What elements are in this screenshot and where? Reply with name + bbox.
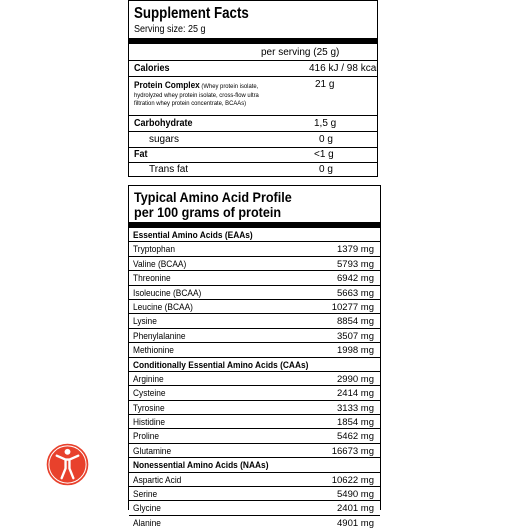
protein-complex-value: 21 g xyxy=(315,79,335,90)
amino-acid-name: Threonine xyxy=(133,273,171,285)
amino-acid-title xyxy=(134,190,292,220)
amino-acid-name: Tryptophan xyxy=(133,244,175,256)
amino-title-line1: Typical Amino Acid Profile xyxy=(134,189,292,205)
amino-acid-value: 3133 mg xyxy=(337,402,374,414)
amino-title-line2: per 100 grams of protein xyxy=(134,204,282,221)
amino-acid-name: Aspartic Acid xyxy=(133,474,182,486)
per-serving-header: per serving (25 g) xyxy=(261,47,340,58)
amino-acid-name: Arginine xyxy=(133,373,164,385)
amino-acid-value: 1854 mg xyxy=(337,417,374,429)
amino-acid-row xyxy=(129,314,380,328)
amino-acid-value: 1379 mg xyxy=(337,244,374,256)
amino-acid-row xyxy=(129,286,380,300)
amino-acid-name: Serine xyxy=(133,489,158,501)
amino-acid-value: 5793 mg xyxy=(337,258,374,270)
amino-acid-row xyxy=(129,401,380,415)
amino-acid-name: Methionine xyxy=(133,345,174,357)
protein-complex-note: (Whey protein isolate, hydrolyzed whey protein isolate, cross-flow ultra filtration whey protein concentrate, BCAAs) xyxy=(134,83,259,107)
amino-acid-name: Conditionally Essential Amino Acids (CAAs) xyxy=(133,359,309,371)
amino-section-header xyxy=(129,228,380,242)
divider xyxy=(129,162,377,163)
amino-acid-value: 5490 mg xyxy=(337,489,374,501)
amino-section-header xyxy=(129,458,380,472)
amino-acid-row xyxy=(129,257,380,271)
fat-value: <1 g xyxy=(314,149,334,160)
amino-acid-name: Leucine (BCAA) xyxy=(133,301,193,313)
amino-acid-row xyxy=(129,329,380,343)
amino-acid-row xyxy=(129,386,380,400)
fat-label: Fat xyxy=(134,149,148,160)
amino-acid-value: 5462 mg xyxy=(337,431,374,443)
amino-acid-row xyxy=(129,473,380,487)
divider xyxy=(129,147,377,148)
amino-acid-value: 3507 mg xyxy=(337,330,374,342)
amino-acid-row xyxy=(129,300,380,314)
amino-acid-name: Tyrosine xyxy=(133,402,165,414)
fitness-person-icon xyxy=(44,441,91,488)
protein-complex-label: Protein Complex xyxy=(134,80,200,90)
carbohydrate-label: Carbohydrate xyxy=(134,118,193,129)
amino-acid-row xyxy=(129,372,380,386)
amino-acid-row xyxy=(129,487,380,501)
divider xyxy=(129,76,377,77)
serving-size: Serving size: 25 g xyxy=(134,24,206,35)
amino-acid-name: Cysteine xyxy=(133,388,166,400)
amino-acid-name: Glutamine xyxy=(133,445,172,457)
sugars-value: 0 g xyxy=(319,134,333,145)
calories-label: Calories xyxy=(134,63,170,74)
amino-acid-name: Nonessential Amino Acids (NAAs) xyxy=(133,460,269,472)
divider xyxy=(129,60,377,61)
amino-acid-value: 10622 mg xyxy=(331,474,374,486)
amino-acid-value: 2990 mg xyxy=(337,373,374,385)
amino-acid-value: 2414 mg xyxy=(337,388,374,400)
amino-section-header xyxy=(129,358,380,372)
amino-acid-row xyxy=(129,501,380,515)
amino-acid-value: 4901 mg xyxy=(337,517,374,529)
carbohydrate-value: 1,5 g xyxy=(314,118,337,129)
amino-acid-name: Isoleucine (BCAA) xyxy=(133,287,202,299)
trans-fat-label: Trans fat xyxy=(149,164,189,175)
amino-acid-name: Histidine xyxy=(133,417,166,429)
amino-acid-value: 6942 mg xyxy=(337,273,374,285)
amino-acid-row xyxy=(129,242,380,256)
amino-acid-table xyxy=(129,228,380,530)
amino-acid-row xyxy=(129,271,380,285)
amino-acid-panel xyxy=(128,185,381,529)
protein-complex-row xyxy=(134,80,272,108)
amino-acid-value: 1998 mg xyxy=(337,345,374,357)
amino-acid-name: Lysine xyxy=(133,316,157,328)
amino-acid-name: Glycine xyxy=(133,503,161,515)
divider xyxy=(129,131,377,132)
amino-acid-value: 16673 mg xyxy=(331,445,374,457)
divider xyxy=(129,38,377,44)
amino-acid-name: Phenylalanine xyxy=(133,330,186,342)
amino-acid-name: Valine (BCAA) xyxy=(133,258,187,270)
amino-acid-row xyxy=(129,429,380,443)
supplement-facts-panel xyxy=(128,0,378,177)
amino-acid-name: Essential Amino Acids (EAAs) xyxy=(133,230,253,241)
divider xyxy=(129,115,377,116)
amino-acid-value: 5663 mg xyxy=(337,287,374,299)
amino-acid-value: 8854 mg xyxy=(337,316,374,328)
trans-fat-value: 0 g xyxy=(319,164,333,175)
sugars-label: sugars xyxy=(149,134,180,145)
supplement-facts-title: Supplement Facts xyxy=(134,5,249,22)
amino-acid-value: 10277 mg xyxy=(331,301,374,313)
amino-acid-name: Alanine xyxy=(133,517,161,529)
amino-acid-row xyxy=(129,444,380,458)
amino-acid-row xyxy=(129,415,380,429)
amino-acid-name: Proline xyxy=(133,431,160,443)
amino-acid-row xyxy=(129,516,380,530)
calories-value: 416 kJ / 98 kcal xyxy=(309,63,379,74)
amino-acid-value: 2401 mg xyxy=(337,503,374,515)
amino-acid-row xyxy=(129,343,380,357)
